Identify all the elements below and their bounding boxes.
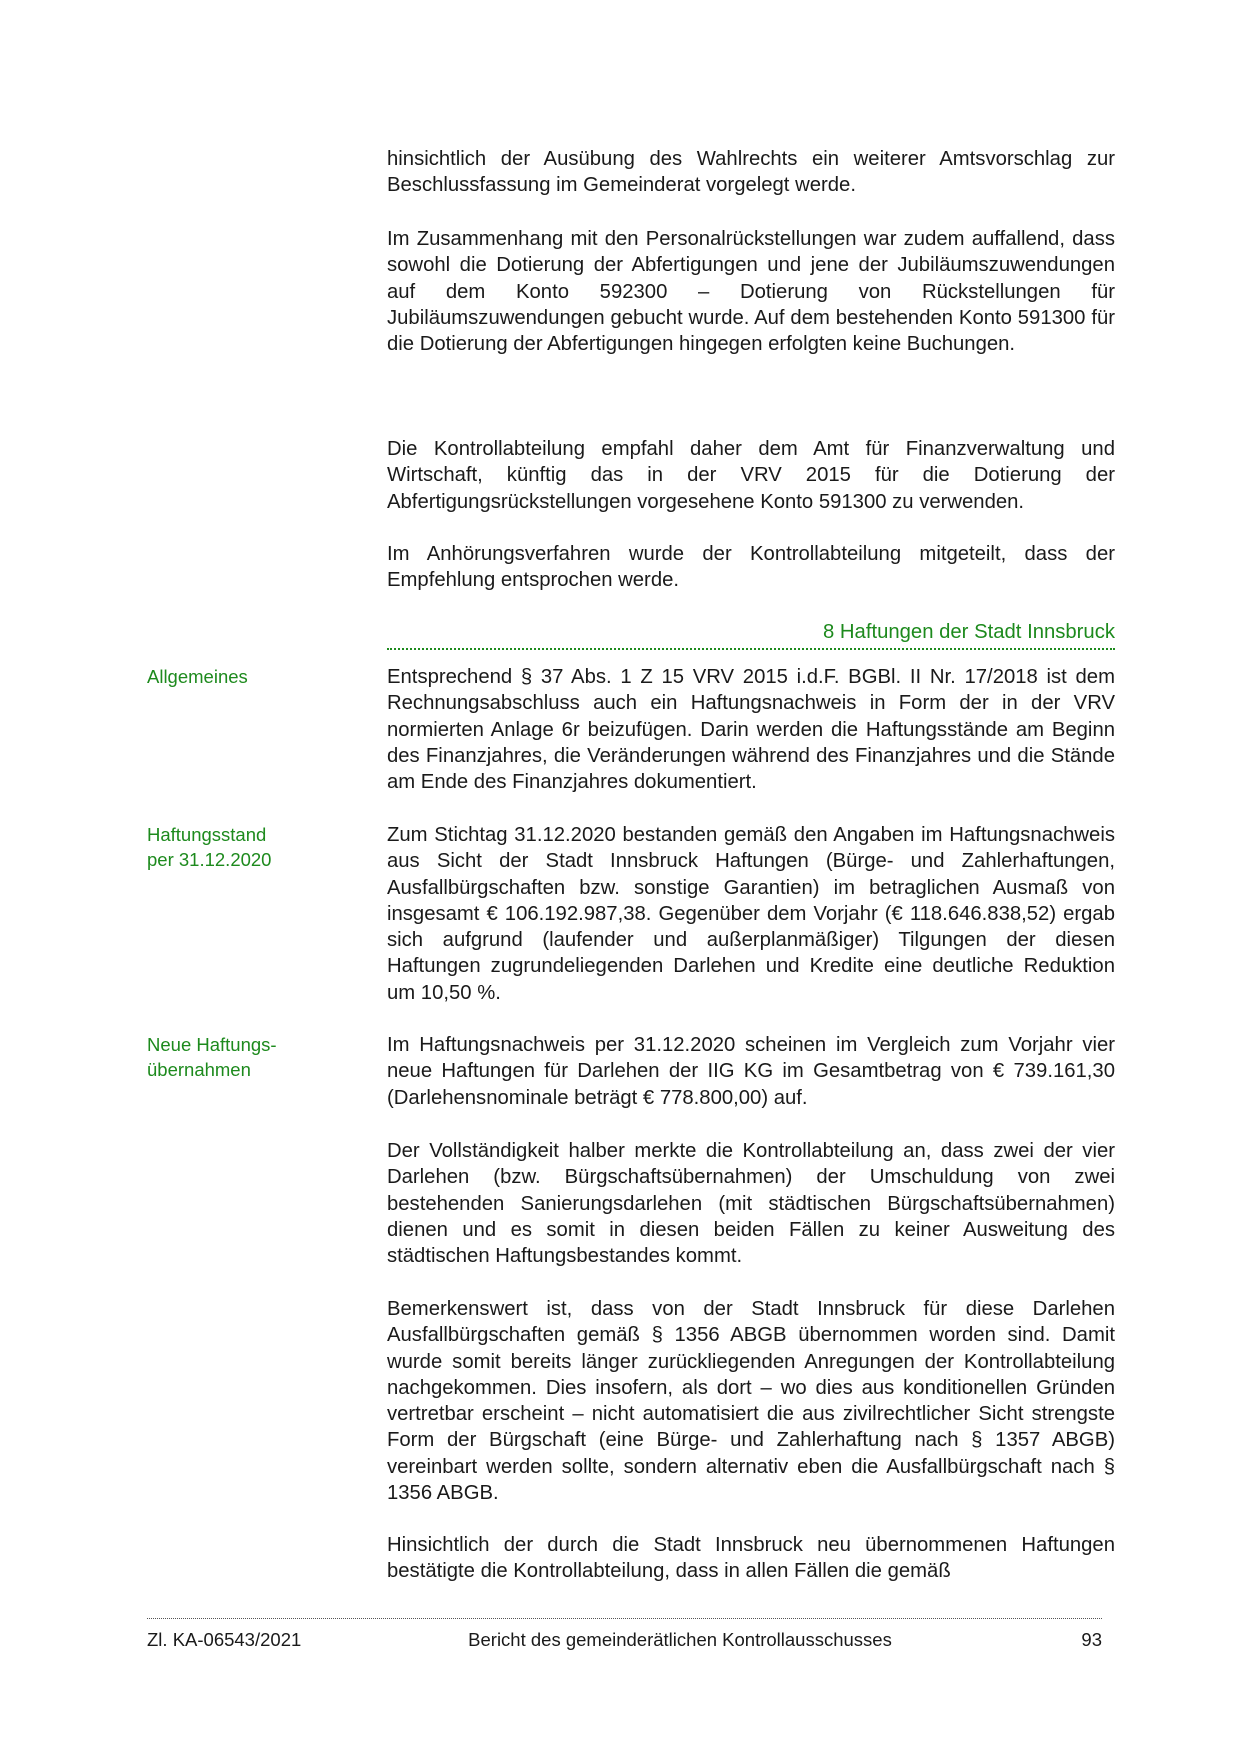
- paragraph-vollstaendigkeit: Der Vollständigkeit halber merkte die Kontrollabteilung an, dass zwei der vier Darlehen (bzw. Bürgschaftsübernahmen) der Umschuldung von zwei bestehenden Sanierungsdarlehen (mit städtischen Bürgschaftsübernahmen) dienen und es somit in diesen beiden Fällen zu keiner Ausweitung des städtischen Haftungsbestandes kommt.: [387, 1140, 1115, 1268]
- paragraph-ausfallbuergschaften: Bemerkenswert ist, dass von der Stadt Innsbruck für diese Darlehen Ausfallbürgschaften gemäß § 1356 ABGB übernommen worden sind. Damit wurde somit bereits länger zurückliegenden Anregungen der Kontrollabteilung nachgekommen. Dies insofern, als dort – wo dies aus konditionellen Gründen vertretbar erscheint – nicht automatisiert die aus zivilrechtlicher Sicht strengste Form der Bürgschaft (eine Bürge- und Zahlerhaftung nach § 1357 ABGB) vereinbart werden sollte, sondern alternativ eben die Ausfallbürgschaft nach § 1356 ABGB.: [387, 1298, 1115, 1505]
- section-heading: 8 Haftungen der Stadt Innsbruck: [822, 621, 1115, 643]
- margin-note-neue-line2: übernahmen: [147, 1058, 251, 1080]
- paragraph-anhoerung: Im Anhörungsverfahren wurde der Kontrollabteilung mitgeteilt, dass der Empfehlung entsprochen werde.: [387, 543, 1115, 592]
- paragraph-neu-uebernommen: Hinsichtlich der durch die Stadt Innsbruck neu übernommenen Haftungen bestätigte die Kontrollabteilung, dass in allen Fällen die gemäß: [387, 1534, 1115, 1583]
- paragraph-neue-haftungen: Im Haftungsnachweis per 31.12.2020 scheinen im Vergleich zum Vorjahr vier neue Haftungen für Darlehen der IIG KG im Gesamtbetrag von € 739.161,30 (Darlehensnominale beträgt € 778.800,00) auf.: [387, 1034, 1115, 1109]
- paragraph-haftungsstand: Zum Stichtag 31.12.2020 bestanden gemäß den Angaben im Haftungsnachweis aus Sicht der Stadt Innsbruck Haftungen (Bürge- und Zahlerhaftungen, Ausfallbürgschaften bzw. sonstige Garantien) im betraglichen Ausmaß von insgesamt € 106.192.987,38. Gegenüber dem Vorjahr (€ 118.646.838,52) ergab sich aufgrund (laufender und außerplanmäßiger) Tilgungen der diesen Haftungen zugrundeliegenden Darlehen und Kredite eine deutliche Reduktion um 10,50 %.: [387, 824, 1115, 1004]
- paragraph-allgemeines: Entsprechend § 37 Abs. 1 Z 15 VRV 2015 i.d.F. BGBl. II Nr. 17/2018 ist dem Rechnungsabschluss auch ein Haftungsnachweis in Form der in der VRV normierten Anlage 6r beizufügen. Darin werden die Haftungsstände am Beginn des Finanzjahres, die Veränderungen während des Finanzjahres und die Stände am Ende des Finanzjahres dokumentiert.: [387, 666, 1115, 794]
- footer-title: Bericht des gemeinderätlichen Kontrollausschusses: [468, 1629, 892, 1650]
- section-divider: [387, 648, 1115, 650]
- paragraph-wahlrecht: hinsichtlich der Ausübung des Wahlrechts ein weiterer Amtsvorschlag zur Beschlussfassung im Gemeinderat vorgelegt werde.: [387, 148, 1115, 197]
- margin-note-neue-haftungsuebernahmen: [147, 1033, 347, 1082]
- margin-note-neue-line1: Neue Haftungs-: [147, 1034, 277, 1055]
- footer-reference: Zl. KA-06543/2021: [147, 1629, 302, 1650]
- margin-note-haftungsstand-line1: Haftungsstand: [147, 824, 267, 845]
- footer-divider: [147, 1618, 1102, 1619]
- margin-note-allgemeines-text: Allgemeines: [147, 666, 248, 687]
- margin-note-allgemeines: [147, 665, 347, 690]
- page-number: 93: [1081, 1629, 1102, 1650]
- margin-note-haftungsstand: [147, 823, 347, 872]
- margin-note-haftungsstand-line2: per 31.12.2020: [147, 848, 272, 870]
- paragraph-empfehlung: Die Kontrollabteilung empfahl daher dem Amt für Finanzverwaltung und Wirtschaft, künftig das in der VRV 2015 für die Dotierung der Abfertigungsrückstellungen vorgesehene Konto 591300 zu verwenden.: [387, 438, 1115, 513]
- paragraph-personalrueckstellungen: Im Zusammenhang mit den Personalrückstellungen war zudem auffallend, dass sowohl die Dotierung der Abfertigungen und jene der Jubiläumszuwendungen auf dem Konto 592300 – Dotierung von Rückstellungen für Jubiläumszuwendungen gebucht wurde. Auf dem bestehenden Konto 591300 für die Dotierung der Abfertigungen hingegen erfolgten keine Buchungen.: [387, 228, 1115, 356]
